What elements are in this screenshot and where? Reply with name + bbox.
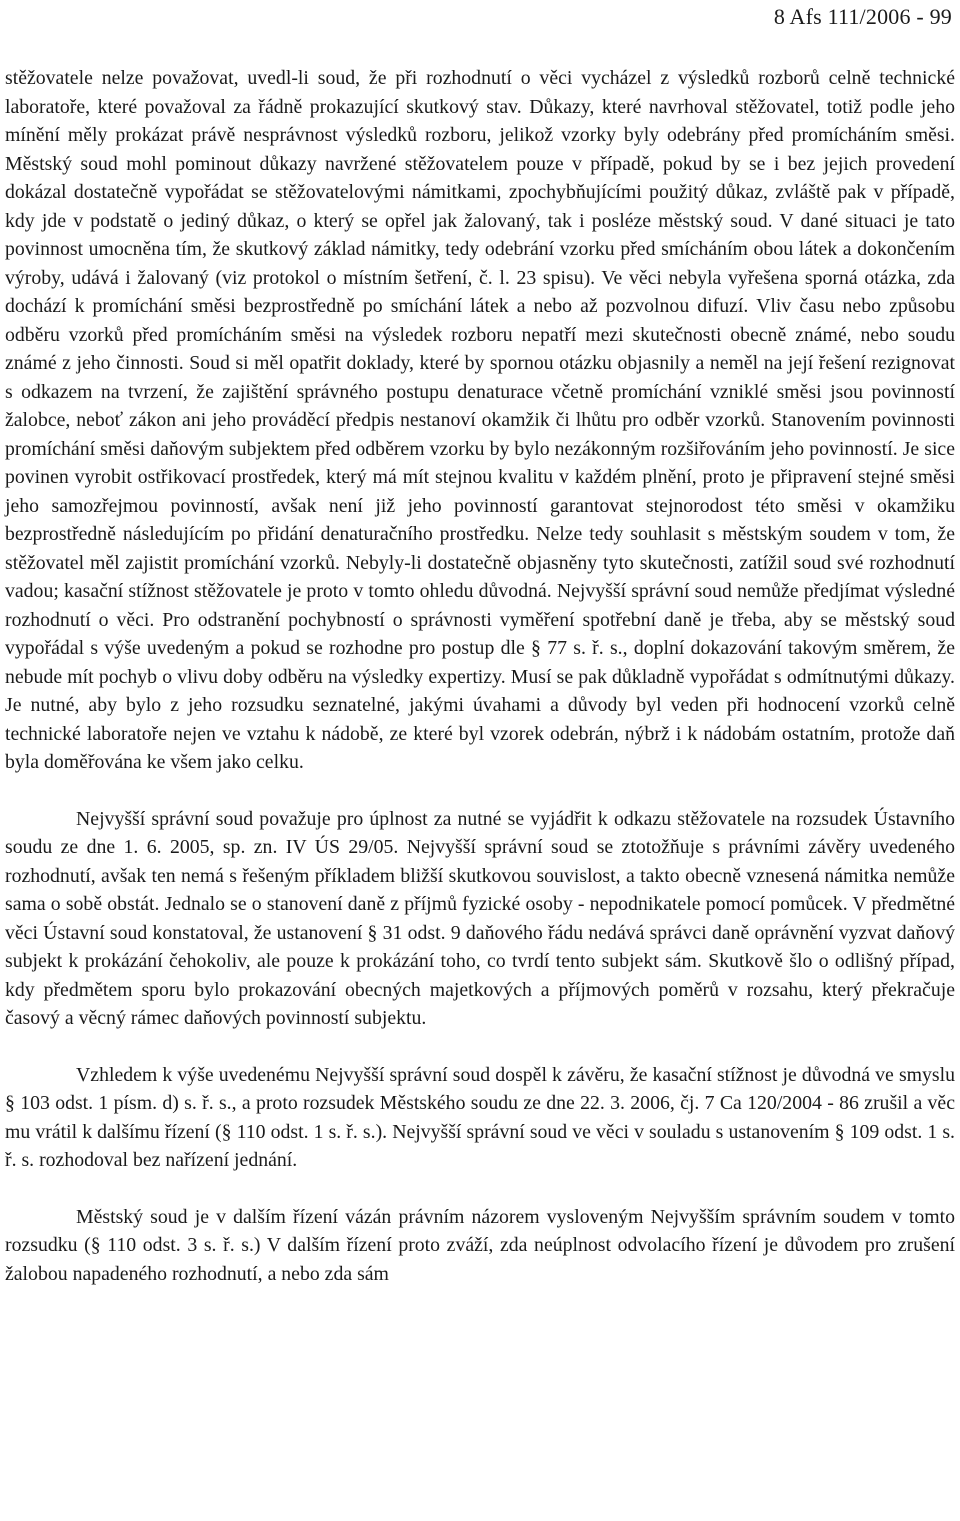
paragraph-conclusion: Vzhledem k výše uvedenému Nejvyšší správní soud dospěl k závěru, že kasační stížnost je důvodná ve smyslu § 103 odst. 1 písm. d) s. ř. s., a proto rozsudek Městského soudu ze dne 22. 3. 2006, čj. 7 Ca 120/2004 - 86 zrušil a věc mu vrátil k dalšímu řízení (§ 110 odst. 1 s. ř. s.). Nejvyšší správní soud ve věci v souladu s ustanovením § 109 odst. 1 s. ř. s. rozhodoval bez nařízení jednání. <box>5 1063 955 1171</box>
document-body <box>5 64 955 1288</box>
paragraph-reasoning-continued: stěžovatele nelze považovat, uvedl-li soud, že při rozhodnutí o věci vycházel z výsledků rozborů celně technické laboratoře, které považoval za řádně prokazující skutkový stav. Důkazy, které navrhoval stěžovatel, totiž podle jeho mínění měly prokázat právě nesprávnost výsledků rozboru, jelikož vzorky byly odebrány před promícháním směsi. Městský soud mohl pominout důkazy navržené stěžovatelem pouze v případě, pokud by se i bez jejich provedení dokázal dostatečně vypořádat se stěžovatelovými námitkami, zpochybňujícími použitý důkaz, zvláště pak v případě, kdy jde v podstatě o jediný důkaz, o který se opřel jak žalovaný, tak i posléze městský soud. V dané situaci je tato povinnost umocněna tím, že skutkový základ námitky, tedy odebrání vzorku před smícháním obou látek a dokončením výroby, udává i žalovaný (viz protokol o místním šetření, č. l. 23 spisu). Ve věci nebyla vyřešena sporná otázka, zda dochází k promíchání směsi bezprostředně po smíchání látek a nebo až pozvolnou difuzí. Vliv času nebo způsobu odběru vzorků před promícháním směsi na výsledek rozboru nepatří mezi skutečnosti obecně známé, nebo soudu známé z jeho činnosti. Soud si měl opatřit doklady, které by spornou otázku objasnily a neměl na její řešení rezignovat s odkazem na tvrzení, že zajištění správného postupu denaturace včetně promíchání vzniklé směsi jsou povinností žalobce, neboť zákon ani jeho prováděcí předpis nestanoví okamžik či lhůtu pro odběr vzorků. Stanovením povinnosti promíchání směsi daňovým subjektem před odběrem vzorku by bylo nezákonným rozšiřováním jeho povinností. Je sice povinen vyrobit ostřikovací prostředek, který má mít stejnou kvalitu v každém plnění, proto je připravení stejné směsi jeho samozřejmou povinností, avšak není již jeho povinností garantovat stejnorodost této směsi v okamžiku bezprostředně následujícím po přidání denaturačního prostředku. Nelze tedy souhlasit s městským soudem v tom, že stěžovatel měl zajistit promíchání vzorků. Nebyly-li dostatečně objasněny tyto skutečnosti, zatížil soud své rozhodnutí vadou; kasační stížnost stěžovatele je proto v tomto ohledu důvodná. Nejvyšší správní soud nemůže předjímat výsledné rozhodnutí o věci. Pro odstranění pochybností o správnosti vyměření spotřební daně je třeba, aby se městský soud vypořádal s výše uvedeným a pokud se rozhodne pro postup dle § 77 s. ř. s., doplní dokazování takovým směrem, že nebude mít pochyb o vlivu doby odběru na výsledky expertizy. Musí se pak důkladně vypořádat s odmítnutými důkazy. Je nutné, aby bylo z jeho rozsudku seznatelné, jakými úvahami a důvody byl veden při hodnocení vzorků celně technické laboratoře nejen ve vztahu k nádobě, ze které byl vzorek odebrán, nýbrž i k nádobám ostatním, protože daň byla doměřována ke všem jako celku. <box>5 67 955 773</box>
paragraph-constitutional-court-reference: Nejvyšší správní soud považuje pro úplnost za nutné se vyjádřit k odkazu stěžovatele na rozsudek Ústavního soudu ze dne 1. 6. 2005, sp. zn. IV ÚS 29/05. Nejvyšší správní soud se ztotožňuje s právními závěry uvedeného rozhodnutí, avšak ten nemá s řešeným příkladem bližší skutkovou souvislost, a takto obecně vznesená námitka nemůže sama o sobě obstát. Jednalo se o stanovení daně z příjmů fyzické osoby - nepodnikatele pomocí pomůcek. V předmětné věci Ústavní soud konstatoval, že ustanovení § 31 odst. 9 daňového řádu nedává správci daně oprávnění vyzvat daňový subjekt k prokázání čehokoliv, ale pouze k prokázání toho, co tvrdí tento subjekt sám. Skutkově šlo o odlišný případ, kdy předmětem sporu bylo prokazování obecných majetkových a příjmových poměrů v rozsahu, který překračuje časový a věcný rámec daňových povinností subjektu. <box>5 807 955 1029</box>
paragraph-binding-opinion: Městský soud je v dalším řízení vázán právním názorem vysloveným Nejvyšším správním soudem v tomto rozsudku (§ 110 odst. 3 s. ř. s.) V dalším řízení proto zváží, zda neúplnost odvolacího řízení je důvodem pro zrušení žalobou napadeného rozhodnutí, a nebo zda sám <box>5 1205 955 1285</box>
page-header-reference: 8 Afs 111/2006 - 99 <box>773 4 952 29</box>
